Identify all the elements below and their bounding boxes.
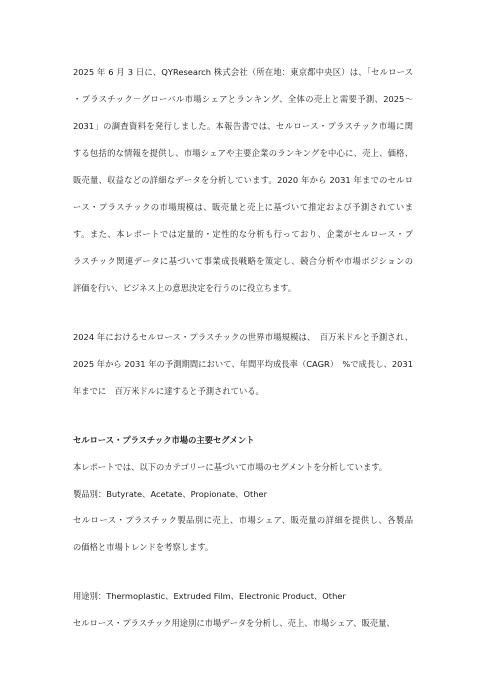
application-desc-line-1: セルロース・プラスチック用途別に市場データを分析し、売上、市場シェア、販売量、 (73, 618, 395, 628)
intro-line-1: 2025 年 6 月 3 日に、QYResearch 株式会社（所在地：東京都中央区）は、「セルロース (73, 67, 413, 77)
segments-intro: 本レポートでは、以下のカテゴリーに基づいて市場のセグメントを分析しています。 (73, 462, 388, 472)
product-segment-line: 製品別：Butyrate、Acetate、Propionate、Other (73, 489, 268, 499)
application-segment-line: 用途別：Thermoplastic、Extruded Film、Electronic Product、Other (73, 591, 346, 601)
intro-line-2: ・プラスチック－グローバル市場シェアとランキング、全体の売上と需要予測、2025～ (73, 94, 413, 104)
intro-line-6: ース・プラスチックの市場規模は、販売量と売上に基づいて推定および予測されていま (73, 202, 413, 212)
segments-heading: セルロース・プラスチック市場の主要セグメント (73, 435, 255, 445)
intro-line-3: 2031」の調査資料を発行しました。本報告書では、セルロース・プラスチック市場に関 (73, 121, 413, 131)
intro-line-9: 評価を行い、ビジネス上の意思決定を行うのに役立ちます。 (73, 283, 297, 293)
intro-line-4: する包括的な情報を提供し、市場シェアや主要企業のランキングを中心に、売上、価格、 (73, 148, 413, 158)
product-desc-line-1: セルロース・プラスチック製品別に売上、市場シェア、販売量の詳細を提供し、各製品 (73, 515, 413, 525)
intro-line-7: す。また、本レポートでは定量的・定性的な分析も行っており、企業がセルロース・プ (73, 229, 413, 239)
market-line-1: 2024 年におけるセルロース・プラスチックの世界市場規模は、 百万米ドルと予測され、 (73, 332, 413, 342)
intro-line-8: ラスチック関連データに基づいて事業成長戦略を策定し、競合分析や市場ポジションの (73, 256, 413, 266)
market-line-3: 年までに 百万米ドルに達すると予測されている。 (73, 386, 264, 396)
market-line-2: 2025 年から 2031 年の予測期間において、年間平均成長率（CAGR） %で成長し、2031 (73, 359, 413, 369)
product-desc-line-2: の価格と市場トレンドを考察します。 (73, 542, 214, 552)
intro-line-5: 販売量、収益などの詳細なデータを分析しています。2020 年から 2031 年までのセルロ (73, 175, 413, 185)
